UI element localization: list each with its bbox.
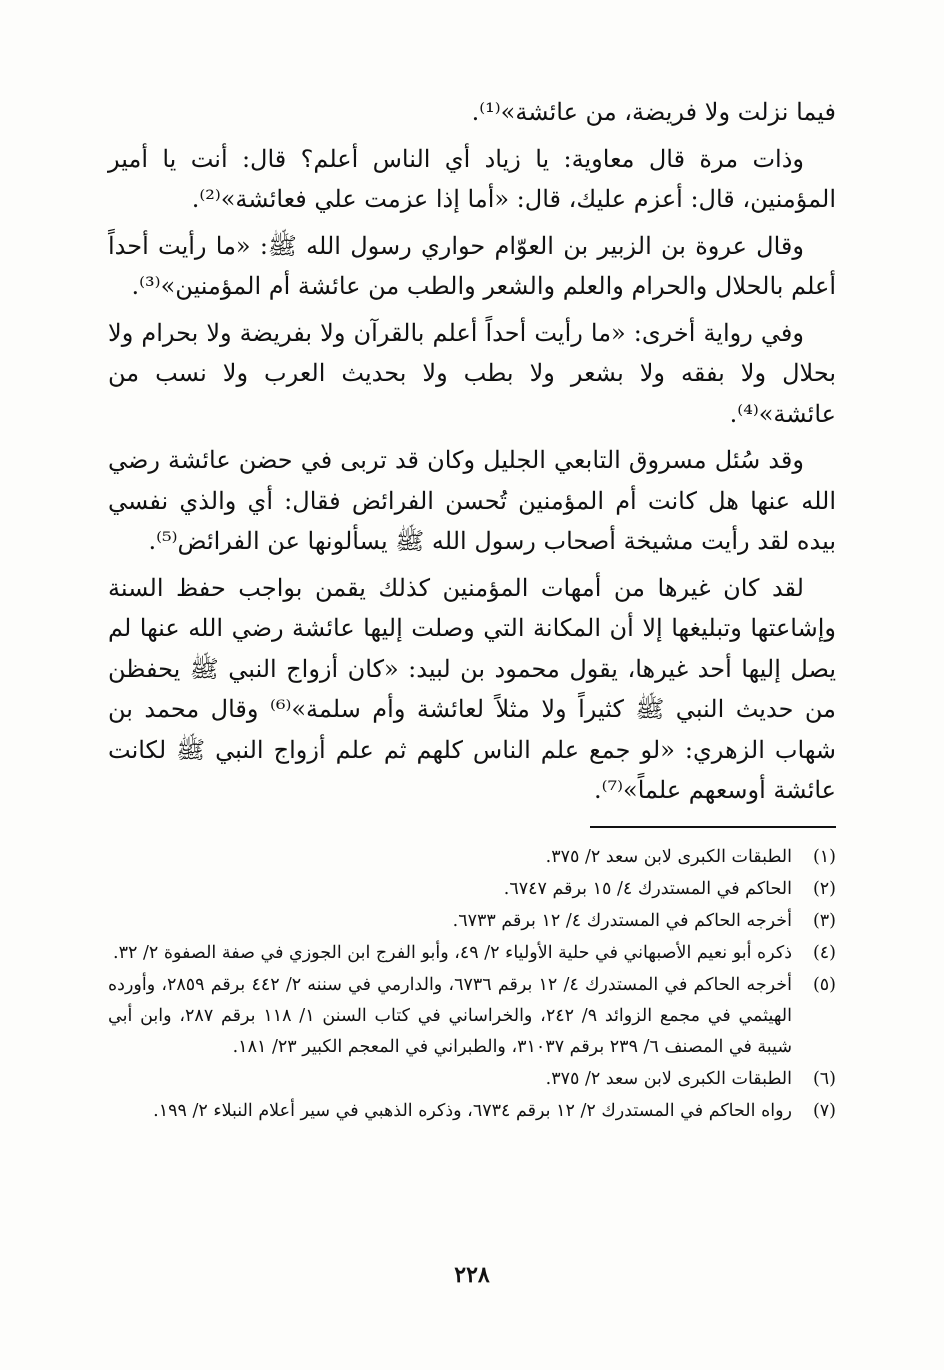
footnote-separator <box>590 826 836 828</box>
footnote-6 <box>108 1064 836 1095</box>
footnote-number: (٥) <box>812 975 836 995</box>
paragraph-mothers-of-believers: لقد كان غيرها من أمهات المؤمنين كذلك يقمن بواجب حفظ السنة وإشاعتها وتبليغها إلا أن المكانة التي وصلت إليها عائشة رضي الله عنها لم يصل إليها أحد غيرها، يقول محمود بن لبيد: «كان أزواج النبي ﷺ يحفظن من حديث النبي ﷺ كثيراً ولا مثلاً لعائشة وأم سلمة»⁽⁶⁾ وقال محمد بن شهاب الزهري: «لو جمع علم الناس كلهم ثم علم أزواج النبي ﷺ لكانت عائشة أوسعهم علماً»⁽⁷⁾. <box>108 573 836 804</box>
footnote-7 <box>108 1096 836 1127</box>
footnote-text: أخرجه الحاكم في المستدرك ٤/ ١٢ برقم ٦٧٣٣. <box>452 911 792 931</box>
paragraph-other-narration: وفي رواية أخرى: «ما رأيت أحداً أعلم بالقرآن ولا بفريضة ولا بحرام ولا بحلال ولا بفقه ولا بشعر ولا بطب ولا بحديث العرب ولا نسب من عائشة»⁽⁴⁾. <box>108 318 836 428</box>
footnote-number: (٤) <box>812 943 836 963</box>
paragraph-muawiya: وذات مرة قال معاوية: يا زياد أي الناس أعلم؟ قال: أنت يا أمير المؤمنين، قال: أعزم عليك، قال: «أما إذا عزمت علي فعائشة»⁽²⁾. <box>108 144 836 213</box>
footnote-number: (٢) <box>812 879 836 899</box>
footnote-number: (٧) <box>812 1101 836 1121</box>
paragraph-masruq: وقد سُئل مسروق التابعي الجليل وكان قد تربى في حضن عائشة رضي الله عنها هل كانت أم المؤمنين تُحسن الفرائض فقال: أي والذي نفسي بيده لقد رأيت مشيخة أصحاب رسول الله ﷺ يسألونها عن الفرائض⁽⁵⁾. <box>108 446 836 555</box>
footnote-number: (٣) <box>812 911 836 931</box>
footnote-5 <box>108 970 836 1063</box>
footnote-text: الطبقات الكبرى لابن سعد ٢/ ٣٧٥. <box>545 1069 792 1089</box>
footnote-number: (١) <box>812 847 836 867</box>
footnote-3 <box>108 906 836 937</box>
paragraph-continuation: فيما نزلت ولا فريضة، من عائشة»⁽¹⁾. <box>471 98 836 126</box>
footnote-text: الطبقات الكبرى لابن سعد ٢/ ٣٧٥. <box>545 847 792 867</box>
page-number: ٢٢٨ <box>454 1262 490 1288</box>
footnote-text: الحاكم في المستدرك ٤/ ١٥ برقم ٦٧٤٧. <box>503 879 792 899</box>
main-text <box>108 92 836 817</box>
paragraph-urwa: وقال عروة بن الزبير بن العوّام حواري رسول الله ﷺ: «ما رأيت أحداً أعلم بالحلال والحرام والعلم والشعر والطب من عائشة أم المؤمنين»⁽³⁾. <box>108 231 836 300</box>
footnote-1 <box>108 842 836 873</box>
footnote-text: ذكره أبو نعيم الأصبهاني في حلية الأولياء ٢/ ٤٩، وأبو الفرج ابن الجوزي في صفة الصفوة ٢/ ٣٢. <box>113 943 792 963</box>
footnote-text: رواه الحاكم في المستدرك ٢/ ١٢ برقم ٦٧٣٤، وذكره الذهبي في سير أعلام النبلاء ٢/ ١٩٩. <box>153 1101 792 1121</box>
footnote-text: أخرجه الحاكم في المستدرك ٤/ ١٢ برقم ٦٧٣٦، والدارمي في سننه ٢/ ٤٤٢ برقم ٢٨٥٩، وأورده الهيثمي في مجمع الزوائد ٩/ ٢٤٢، والخراساني في كتاب السنن ١/ ١١٨ برقم ٢٨٧، وابن أبي شيبة في المصنف ٦/ ٢٣٩ برقم ٣١٠٣٧، والطبراني في المعجم الكبير ٢٣/ ١٨١. <box>108 975 792 1057</box>
footnote-2 <box>108 874 836 905</box>
footnote-number: (٦) <box>812 1069 836 1089</box>
footnotes <box>108 842 836 1128</box>
footnote-4 <box>108 938 836 969</box>
